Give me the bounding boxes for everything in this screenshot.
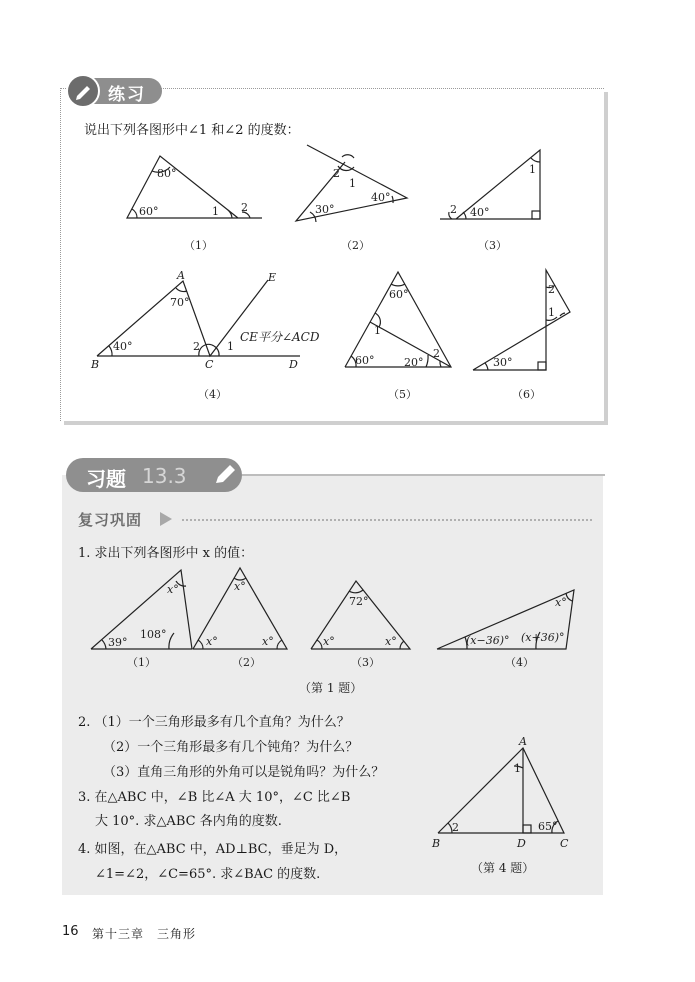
caption-6: （6） xyxy=(512,388,541,401)
q1-fig3-label-top: 72° xyxy=(349,595,369,608)
q4-label-B: B xyxy=(432,837,441,850)
fig5-label-left: 60° xyxy=(355,354,375,367)
q4-label-D: D xyxy=(517,837,526,850)
fig1-label-left: 60° xyxy=(139,205,159,218)
q4-label-1: 1 xyxy=(514,762,521,775)
fig4-label-D: D xyxy=(289,358,298,371)
fig1-label-2: 2 xyxy=(241,201,248,214)
q1-caption-4: （4） xyxy=(505,656,534,669)
fig4-label-B: B xyxy=(91,358,100,371)
practice-prompt: 说出下列各图形中∠1 和∠2 的度数： xyxy=(84,123,300,138)
chapter-title: 第十三章 三角形 xyxy=(92,927,197,941)
q1-caption-2: （2） xyxy=(232,656,261,669)
fig2-label-left: 30° xyxy=(315,203,335,216)
fig6-label-1: 1 xyxy=(548,306,555,319)
fig3-label-2: 2 xyxy=(450,203,457,216)
fig4-label-left: 40° xyxy=(113,340,133,353)
page-number: 16 xyxy=(62,924,79,939)
q1-fig4-label-l: (x−36)° xyxy=(466,634,510,647)
q4-label-C: C xyxy=(560,837,569,850)
practice-tab-label: 练习 xyxy=(108,85,146,105)
caption-2: （2） xyxy=(341,239,370,252)
q1-figure-caption: （第 1 题） xyxy=(299,681,363,695)
q4-label-2: 2 xyxy=(452,821,459,834)
review-heading: 复习巩固 xyxy=(78,511,143,529)
caption-4: （4） xyxy=(198,388,227,401)
caption-3: （3） xyxy=(478,239,507,252)
fig5-label-mid: 20° xyxy=(404,356,424,369)
q4-label-65: 65° xyxy=(538,820,558,833)
q1-fig1-label-b: 108° xyxy=(140,628,167,641)
fig5-label-1: 1 xyxy=(374,324,381,337)
question-4-line1: 4. 如图，在△ABC 中，AD⊥BC，垂足为 D， xyxy=(78,842,348,857)
fig4-label-C: C xyxy=(205,358,214,371)
question-2-1: 2. （1）一个三角形最多有几个直角？为什么？ xyxy=(78,715,350,730)
exercise-tab-number: 13.3 xyxy=(142,464,187,488)
fig5-label-2: 2 xyxy=(433,347,440,360)
fig5-label-top: 60° xyxy=(389,288,409,301)
fig4-label-top: 70° xyxy=(170,296,190,309)
fig4-label-A: A xyxy=(177,269,185,282)
fig4-note: CE平分∠ACD xyxy=(240,330,320,344)
question-3-line2: 大 10°. 求△ABC 各内角的度数. xyxy=(95,814,282,829)
q4-figure-caption: （第 4 题） xyxy=(471,861,535,875)
q1-fig2-label-l: x° xyxy=(206,635,218,648)
fig1-label-top: 80° xyxy=(157,167,177,180)
q1-fig3-label-l: x° xyxy=(323,635,335,648)
question-1: 1. 求出下列各图形中 x 的值： xyxy=(78,546,254,561)
fig1-label-1: 1 xyxy=(212,205,219,218)
q1-fig2-label-top: x° xyxy=(234,580,246,593)
fig6-label-left: 30° xyxy=(493,356,513,369)
caption-1: （1） xyxy=(184,239,213,252)
fig4-label-E: E xyxy=(268,271,277,284)
q1-fig4-label-top: x° xyxy=(555,596,567,609)
fig2-label-right: 40° xyxy=(371,191,391,204)
fig2-label-1: 1 xyxy=(349,177,356,190)
q4-label-A: A xyxy=(519,735,527,748)
fig6-label-2: 2 xyxy=(548,283,555,296)
question-3-line1: 3. 在△ABC 中，∠B 比∠A 大 10°，∠C 比∠B xyxy=(78,790,351,805)
fig3-label-1: 1 xyxy=(529,163,536,176)
fig4-label-2: 2 xyxy=(193,340,200,353)
q1-caption-1: （1） xyxy=(127,656,156,669)
question-2-2: （2）一个三角形最多有几个钝角？为什么？ xyxy=(103,740,359,755)
q1-fig1-label-top: x° xyxy=(167,583,179,596)
caption-5: （5） xyxy=(388,388,417,401)
q1-fig3-label-r: x° xyxy=(385,635,397,648)
q1-fig1-label-a: 39° xyxy=(108,636,128,649)
q1-fig2-label-r: x° xyxy=(262,635,274,648)
fig2-label-2: 2 xyxy=(333,167,340,180)
question-4-line2: ∠1=∠2，∠C=65°. 求∠BAC 的度数. xyxy=(95,867,321,882)
question-2-3: （3）直角三角形的外角可以是锐角吗？为什么？ xyxy=(103,765,385,780)
q1-caption-3: （3） xyxy=(351,656,380,669)
fig4-label-1: 1 xyxy=(227,340,234,353)
exercise-tab-title: 习题 xyxy=(86,467,126,491)
fig3-label-left: 40° xyxy=(470,206,490,219)
q1-fig4-label-r: (x+36)° xyxy=(521,631,565,644)
